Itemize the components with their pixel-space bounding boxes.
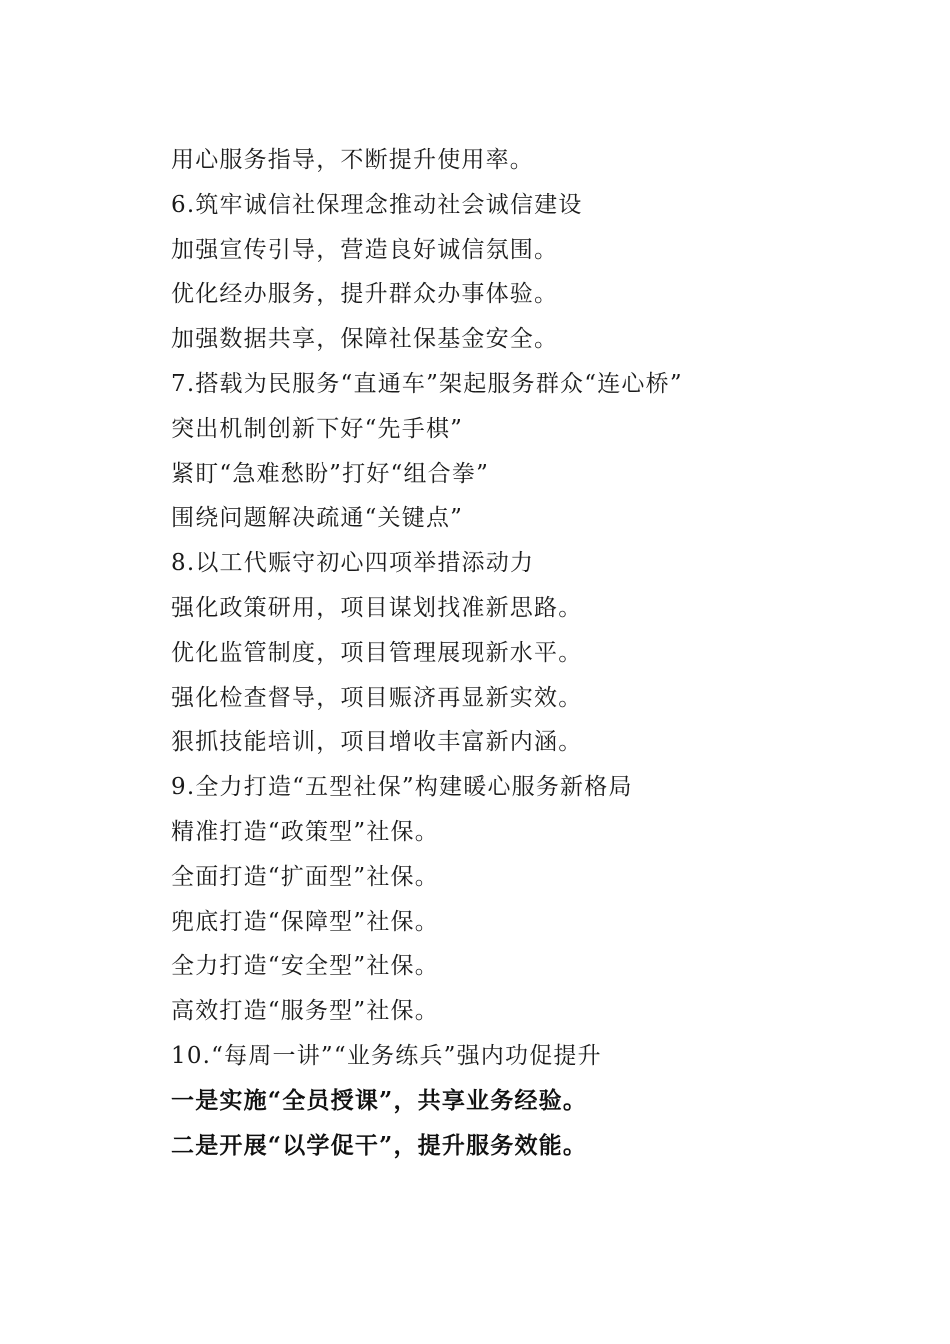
section-heading: 9.全力打造“五型社保”构建暖心服务新格局 [171, 774, 633, 801]
text-line: 狠抓技能培训，项目增收丰富新内涵。 [171, 729, 583, 756]
text-line: 优化经办服务，提升群众办事体验。 [171, 281, 559, 308]
section-heading: 7.搭载为民服务“直通车”架起服务群众“连心桥” [171, 370, 683, 397]
text-line: 全力打造“安全型”社保。 [171, 953, 439, 980]
section-heading: 6.筑牢诚信社保理念推动社会诚信建设 [171, 191, 583, 218]
text-line: 突出机制创新下好“先手棋” [171, 415, 464, 442]
text-line: 围绕问题解决疏通“关键点” [171, 505, 464, 532]
text-line: 加强宣传引导，营造良好诚信氛围。 [171, 236, 559, 263]
text-line: 兜底打造“保障型”社保。 [171, 908, 439, 935]
text-line: 精准打造“政策型”社保。 [171, 818, 439, 845]
section-heading: 8.以工代赈守初心四项举措添动力 [171, 550, 535, 577]
bold-text-line: 二是开展“以学促干”，提升服务效能。 [171, 1131, 588, 1159]
document-body [171, 138, 871, 1168]
bold-text-line: 一是实施“全员授课”，共享业务经验。 [171, 1086, 588, 1114]
text-line: 加强数据共享，保障社保基金安全。 [171, 326, 559, 353]
text-line: 全面打造“扩面型”社保。 [171, 863, 439, 890]
text-line: 用心服务指导，不断提升使用率。 [171, 147, 534, 173]
text-line: 优化监管制度，项目管理展现新水平。 [171, 639, 583, 666]
text-line: 强化检查督导，项目赈济再显新实效。 [171, 684, 583, 711]
text-line: 高效打造“服务型”社保。 [171, 998, 439, 1025]
section-heading: 10.“每周一讲”“业务练兵”强内功促提升 [171, 1042, 602, 1069]
text-line: 紧盯“急难愁盼”打好“组合拳” [171, 460, 490, 487]
text-line: 强化政策研用，项目谋划找准新思路。 [171, 594, 583, 621]
